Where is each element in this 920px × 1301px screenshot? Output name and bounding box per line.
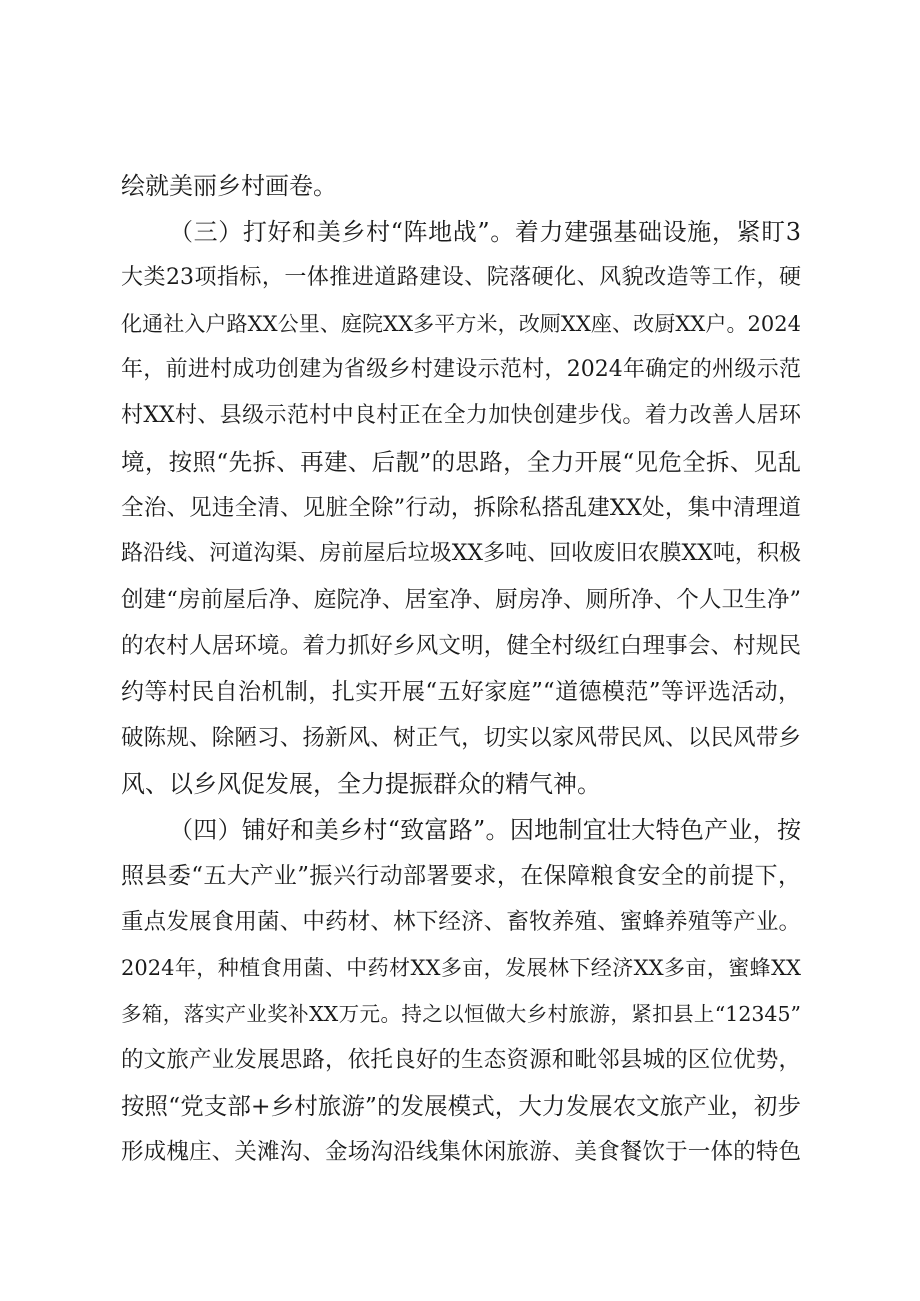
text-line: 形成槐庄、关滩沟、金场沟沿线集休闲旅游、美食餐饮于一体的特色 xyxy=(121,1139,801,1165)
text-line: 重点发展食用菌、中药材、林下经济、畜牧养殖、蜜蜂养殖等产业。 xyxy=(121,909,801,935)
text-line: 年，前进村成功创建为省级乡村建设示范村，2024年确定的州级示范 xyxy=(121,357,801,382)
text-line: 2024年，种植食用菌、中药材XX多亩，发展林下经济XX多亩，蜜蜂XX xyxy=(121,956,801,980)
text-line: 约等村民自治机制，扎实开展“五好家庭”“道德模范”等评选活动， xyxy=(121,679,801,705)
text-line: 大类23项指标，一体推进道路建设、院落硬化、风貌改造等工作，硬 xyxy=(121,265,801,290)
text-line: 村XX村、县级示范村中良村正在全力加快创建步伐。着力改善人居环 xyxy=(121,403,801,428)
section-heading-four: （四）铺好和美乡村“致富路”。因地制宜壮大特色产业，按 xyxy=(169,816,801,844)
text-line: 按照“党支部+乡村旅游”的发展模式，大力发展农文旅产业，初步 xyxy=(121,1092,801,1120)
text-line: 破陈规、除陋习、扬新风、树正气，切实以家风带民风、以民风带乡 xyxy=(121,725,801,751)
text-line: 化通社入户路XX公里、庭院XX多平方米，改厕XX座、改厨XX户。2024 xyxy=(121,312,801,336)
text-line: 境，按照“先拆、再建、后靓”的思路，全力开展“见危全拆、见乱 xyxy=(121,448,801,476)
text-line: 全治、见违全清、见脏全除”行动，拆除私搭乱建XX处，集中清理道 xyxy=(121,495,801,521)
text-line: 路沿线、河道沟渠、房前屋后垃圾XX多吨、回收废旧农膜XX吨，积极 xyxy=(121,541,801,566)
text-line: 多箱，落实产业奖补XX万元。持之以恒做大乡村旅游，紧扣县上“12345” xyxy=(121,1002,801,1026)
section-heading-three: （三）打好和美乡村“阵地战”。着力建强基础设施，紧盯3 xyxy=(169,218,801,246)
text-line: 照县委“五大产业”振兴行动部署要求，在保障粮食安全的前提下， xyxy=(121,863,801,889)
text-line: 的农村人居环境。着力抓好乡风文明，健全村级红白理事会、村规民 xyxy=(121,633,801,659)
text-line: 风、以乡风促发展，全力提振群众的精气神。 xyxy=(121,770,601,798)
text-line: 创建“房前屋后净、庭院净、居室净、厨房净、厕所净、个人卫生净” xyxy=(121,587,801,613)
text-line: 的文旅产业发展思路，依托良好的生态资源和毗邻县城的区位优势， xyxy=(121,1047,801,1073)
text-line: 绘就美丽乡村画卷。 xyxy=(121,172,337,200)
